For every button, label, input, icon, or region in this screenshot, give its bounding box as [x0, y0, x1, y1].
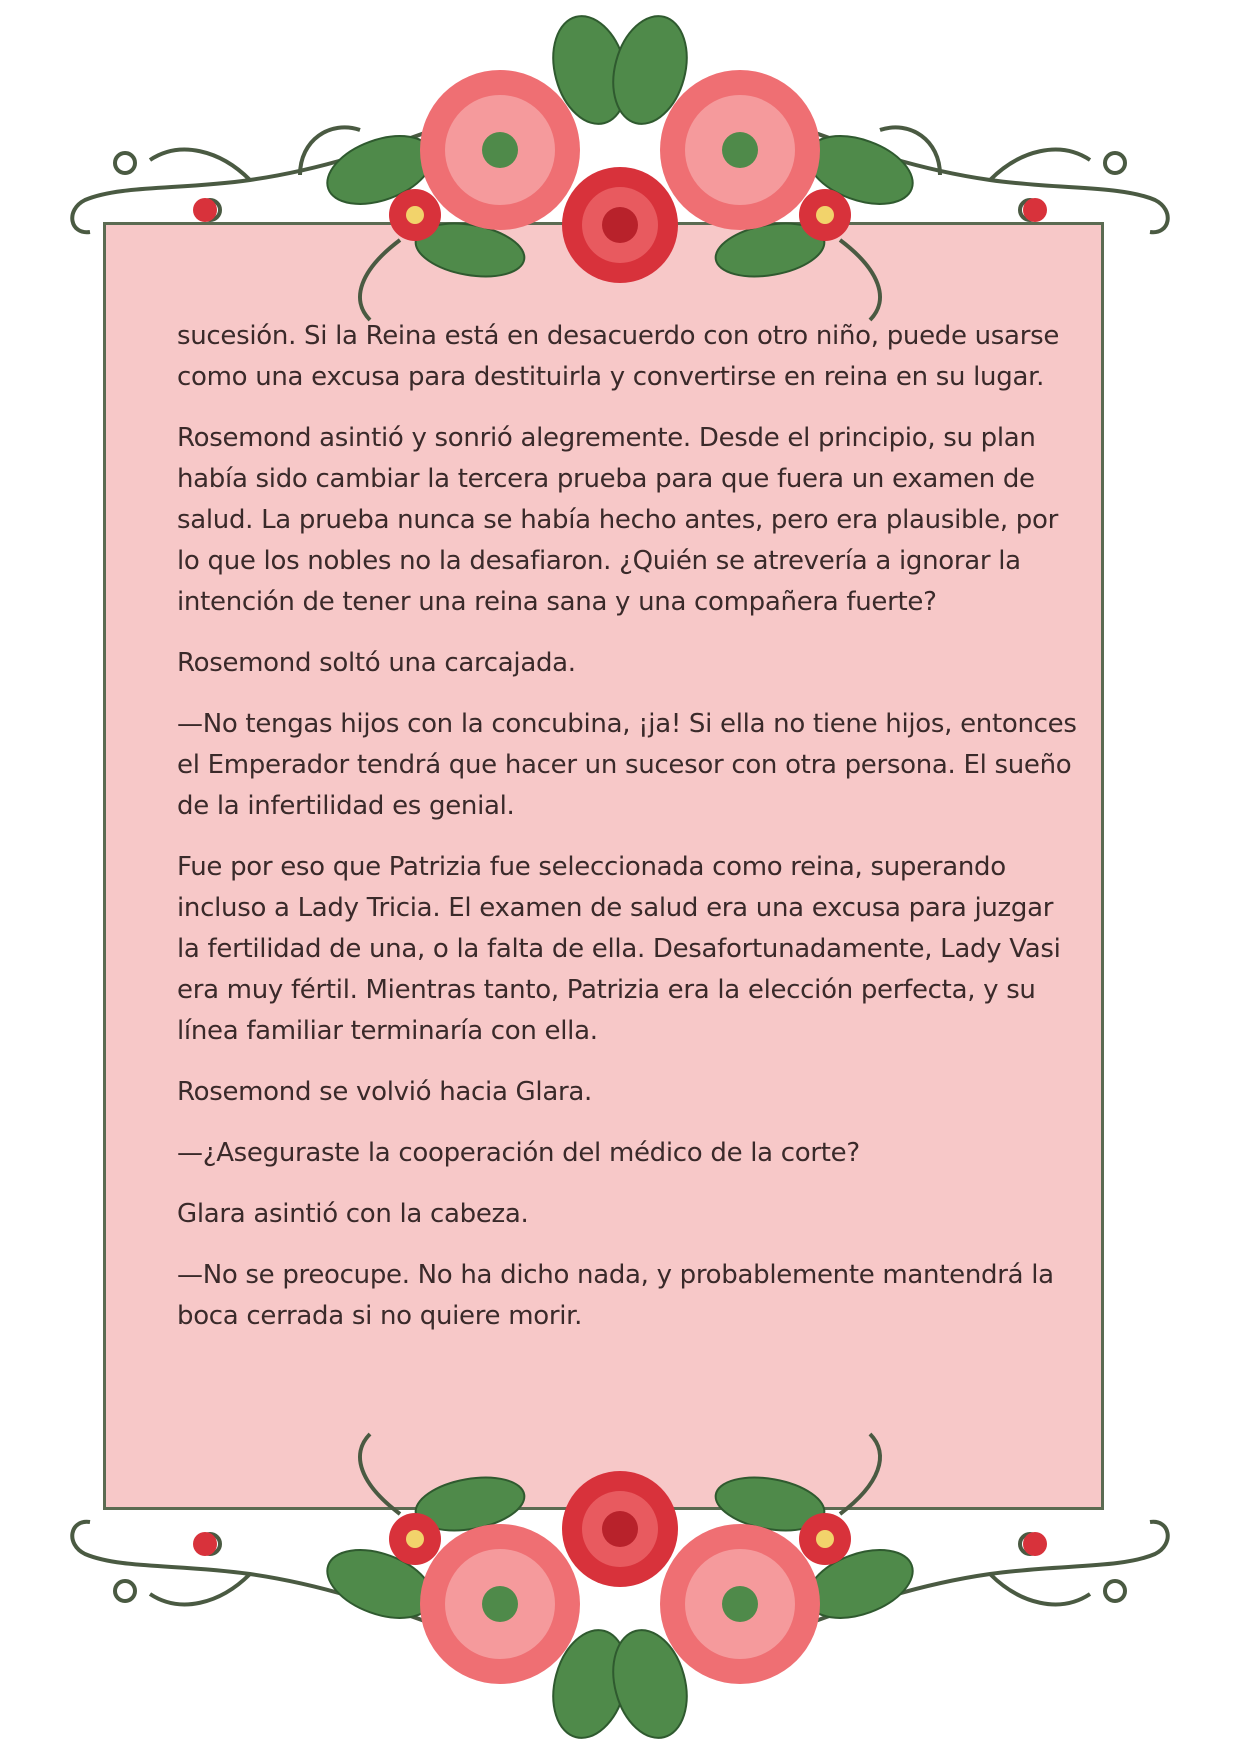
paragraph: —¿Aseguraste la cooperación del médico de la corte? — [177, 1138, 860, 1168]
rose-icon — [562, 167, 678, 283]
paragraph: sucesión. Si la Reina está en desacuerdo con otro niño, puede usarse como una excusa para destituirla y convertirse en reina en su lugar. — [177, 321, 1060, 392]
big-flower-left-icon — [420, 1524, 580, 1684]
body-text — [177, 316, 1077, 1357]
rose-icon — [562, 1471, 678, 1587]
paragraph: —No tengas hijos con la concubina, ¡ja! Si ella no tiene hijos, entonces el Emperador tendrá que hacer un sucesor con otra persona. El sueño de la infertilidad es genial. — [177, 709, 1077, 821]
big-flower-left-icon — [420, 70, 580, 230]
paragraph: Rosemond se volvió hacia Glara. — [177, 1077, 592, 1107]
paragraph: Fue por eso que Patrizia fue seleccionada como reina, superando incluso a Lady Tricia. El examen de salud era una excusa para juzgar la fertilidad de una, o la falta de ella. Desafortunadamente, Lady Vasi era muy fértil. Mientras tanto, Patrizia era la elección perfecta, y su línea familiar terminaría con ella. — [177, 852, 1061, 1046]
top-floral-ornament — [0, 0, 1240, 340]
big-flower-right-icon — [660, 1524, 820, 1684]
bottom-floral-ornament — [0, 1414, 1240, 1754]
paragraph: —No se preocupe. No ha dicho nada, y probablemente mantendrá la boca cerrada si no quiere morir. — [177, 1260, 1054, 1331]
paragraph: Rosemond soltó una carcajada. — [177, 648, 576, 678]
paragraph: Rosemond asintió y sonrió alegremente. Desde el principio, su plan había sido cambiar la tercera prueba para que fuera un examen de salud. La prueba nunca se había hecho antes, pero era plausible, por lo que los nobles no la desafiaron. ¿Quién se atrevería a ignorar la intención de tener una reina sana y una compañera fuerte? — [177, 423, 1058, 617]
big-flower-right-icon — [660, 70, 820, 230]
paragraph: Glara asintió con la cabeza. — [177, 1199, 529, 1229]
